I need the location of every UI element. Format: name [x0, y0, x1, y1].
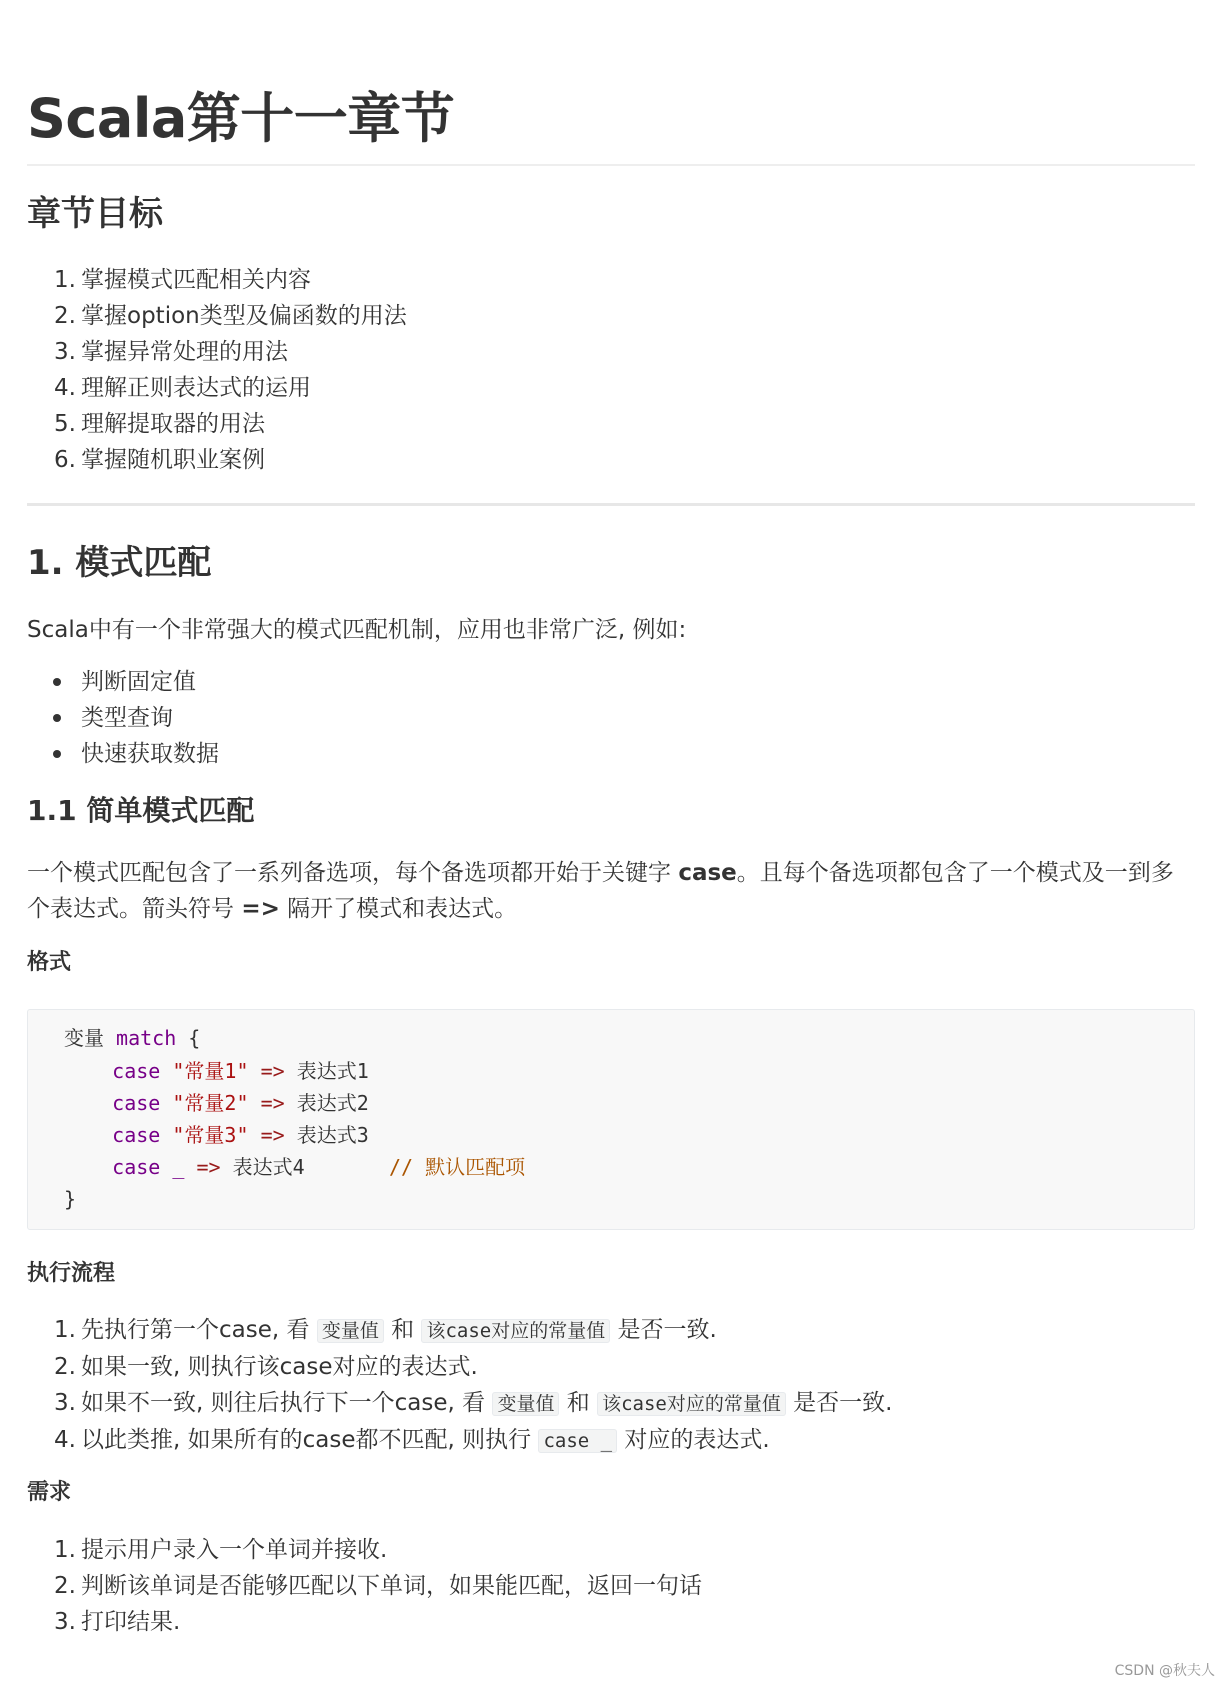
requirement-list: [27, 1532, 702, 1640]
list-item: 6. 掌握随机职业案例: [54, 447, 265, 473]
section1-1-heading: 1.1 简单模式匹配: [27, 794, 255, 827]
flow-list: [27, 1312, 892, 1459]
code-line: 变量 match {: [64, 1026, 201, 1050]
requirement-heading: 需求: [27, 1480, 72, 1505]
section1-heading: 1. 模式匹配: [27, 543, 212, 583]
list-item: 2. 判断该单词是否能够匹配以下单词，如果能匹配，返回一句话: [54, 1573, 702, 1599]
list-item: 5. 理解提取器的用法: [54, 411, 265, 437]
list-item: 4. 以此类推, 如果所有的case都不匹配, 则执行 case _ 对应的表达式.: [54, 1427, 770, 1453]
list-item: 3. 掌握异常处理的用法: [54, 339, 288, 365]
code-block: [27, 1009, 1195, 1230]
section1-bullets: [27, 664, 219, 772]
list-item: 2. 掌握option类型及偏函数的用法: [54, 303, 407, 329]
list-item: 判断固定值: [27, 664, 219, 700]
list-item: 1. 掌握模式匹配相关内容: [54, 267, 311, 293]
list-item: 3. 打印结果.: [54, 1609, 181, 1635]
code-line: case "常量3" => 表达式3: [112, 1123, 369, 1147]
goals-heading: 章节目标: [27, 194, 163, 234]
section1-1-paragraph: 一个模式匹配包含了一系列备选项，每个备选项都开始于关键字 case。且每个备选项都包含了一个模式及一到多 个表达式。箭头符号 => 隔开了模式和表达式。: [27, 860, 1174, 922]
code-line: case _ => 表达式4 // 默认匹配项: [112, 1155, 526, 1179]
code-line: }: [64, 1187, 77, 1211]
list-item: 2. 如果一致, 则执行该case对应的表达式.: [54, 1354, 478, 1380]
section1-intro: Scala中有一个非常强大的模式匹配机制，应用也非常广泛, 例如:: [27, 617, 687, 643]
watermark-credit: CSDN @秋夫人: [1114, 1663, 1215, 1679]
title-divider: [27, 164, 1195, 166]
code-line: case "常量2" => 表达式2: [112, 1091, 369, 1115]
list-item: 快速获取数据: [27, 736, 219, 772]
page-title: Scala第十一章节: [27, 87, 455, 150]
list-item: 1. 先执行第一个case, 看 变量值 和 该case对应的常量值 是否一致.: [54, 1317, 717, 1343]
list-item: 3. 如果不一致, 则往后执行下一个case, 看 变量值 和 该case对应的常量值 是否一致.: [54, 1390, 893, 1416]
flow-heading: 执行流程: [27, 1261, 116, 1286]
code-line: case "常量1" => 表达式1: [112, 1059, 369, 1083]
list-item: 1. 提示用户录入一个单词并接收.: [54, 1537, 388, 1563]
list-item: 4. 理解正则表达式的运用: [54, 375, 311, 401]
list-item: 类型查询: [27, 700, 219, 736]
format-heading: 格式: [27, 950, 72, 975]
section-divider: [27, 503, 1195, 506]
goals-list: [27, 262, 407, 478]
